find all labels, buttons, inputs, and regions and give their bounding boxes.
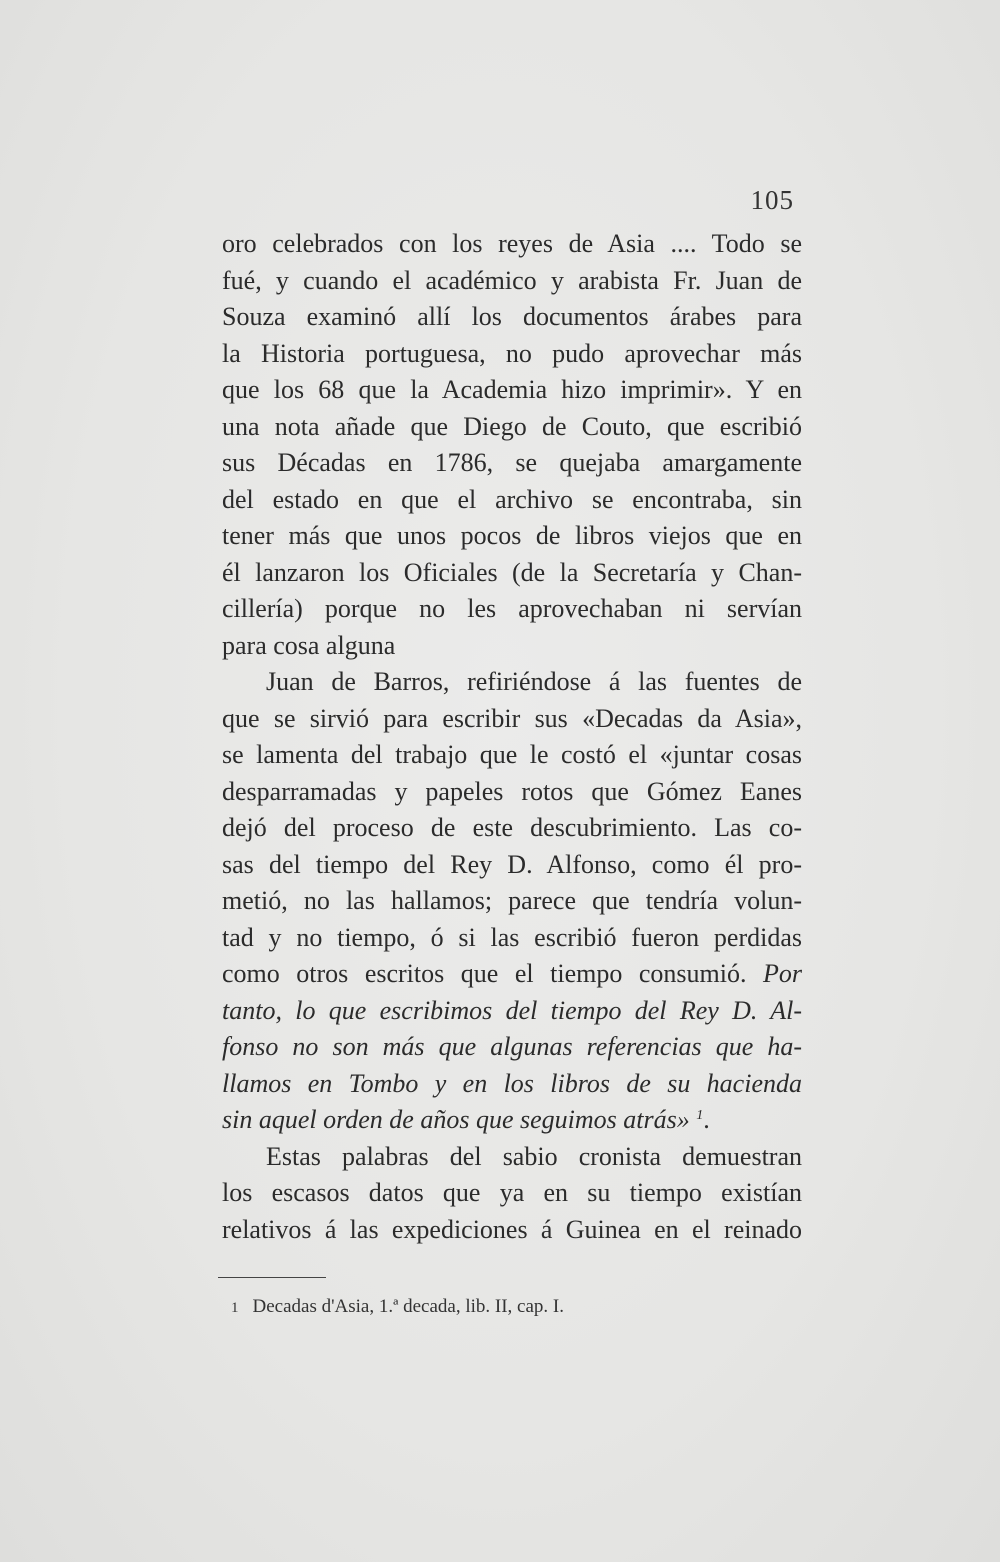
text-line: que se sirvió para escribir sus «Decadas da Asia», xyxy=(222,703,802,733)
text-line: los escasos datos que ya en su tiempo existían xyxy=(222,1178,802,1207)
text-line: él lanzaron los Oficiales (de la Secretaría y Chan- xyxy=(222,557,802,587)
footnote xyxy=(231,1296,564,1318)
text-segment: . xyxy=(703,1105,710,1134)
text-line: sas del tiempo del Rey D. Alfonso, como él pro- xyxy=(222,849,802,879)
text-line: dejó del proceso de este descubrimiento. Las co- xyxy=(222,813,802,842)
body-text xyxy=(222,226,802,1248)
text-line: oro celebrados con los reyes de Asia .... Todo se xyxy=(222,229,802,258)
italic-line: fonso no son más que algunas referencias que ha- xyxy=(222,1032,802,1061)
italic-line: llamos en Tombo y en los libros de su hacienda xyxy=(222,1068,802,1098)
text-line: metió, no las hallamos; parece que tendría volun- xyxy=(222,886,802,915)
footnote-reference[interactable]: 1 xyxy=(696,1108,704,1123)
text-line: Souza examinó allí los documentos árabes para xyxy=(222,302,802,331)
text-line: cillería) porque no les aprovechaban ni servían xyxy=(222,594,802,623)
text-line: del estado en que el archivo se encontraba, sin xyxy=(222,484,802,514)
text-line: tener más que unos pocos de libros viejos que en xyxy=(222,521,802,550)
text-line: se lamenta del trabajo que le costó el «juntar cosas xyxy=(222,740,802,769)
italic-segment: Por xyxy=(746,959,802,988)
text-segment: como otros escritos que el tiempo consumió. xyxy=(222,959,747,988)
text-line: desparramadas y papeles rotos que Gómez Eanes xyxy=(222,776,802,806)
text-line: que los 68 que la Academia hizo imprimir». Y en xyxy=(222,375,802,404)
text-line: sus Décadas en 1786, se quejaba amargamente xyxy=(222,448,802,477)
text-line: relativos á las expediciones á Guinea en el reinado xyxy=(222,1214,802,1244)
text-line: para cosa alguna xyxy=(222,630,396,660)
paragraph-start-line: Estas palabras del sabio cronista demuestran xyxy=(266,1141,802,1171)
page-number: 105 xyxy=(750,185,794,215)
text-line: tad y no tiempo, ó si las escribió fueron perdidas xyxy=(222,922,802,952)
footnote-divider xyxy=(218,1277,326,1278)
text-line: la Historia portuguesa, no pudo aprovechar más xyxy=(222,338,802,368)
text-line-mixed xyxy=(222,956,802,993)
italic-line: tanto, lo que escribimos del tiempo del Rey D. Al- xyxy=(222,995,802,1025)
footnote-text: Decadas d'Asia, 1.ª decada, lib. II, cap. I. xyxy=(252,1296,564,1317)
text-segment: sin aquel orden de años que seguimos atrás» xyxy=(222,1105,690,1134)
footnote-mark: 1 xyxy=(231,1300,239,1316)
text-line: fué, y cuando el académico y arabista Fr. Juan de xyxy=(222,265,802,295)
text-line: una nota añade que Diego de Couto, que escribió xyxy=(222,411,802,441)
paragraph-start-line: Juan de Barros, refiriéndose á las fuentes de xyxy=(266,667,802,696)
italic-line-with-note xyxy=(222,1102,802,1139)
